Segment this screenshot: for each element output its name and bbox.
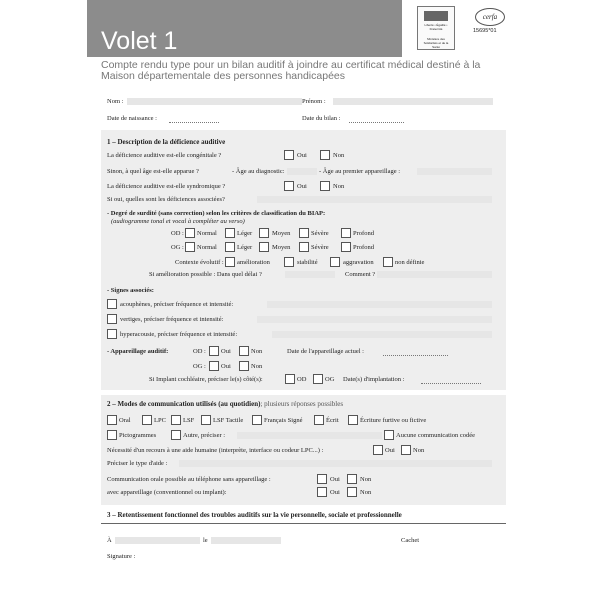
type-aide-label: Préciser le type d'aide : (107, 460, 168, 467)
app-od-oui-checkbox[interactable] (209, 346, 219, 356)
necessite-non-checkbox[interactable] (401, 445, 411, 455)
od-severe-checkbox[interactable] (299, 228, 309, 238)
prenom-label: Prénom : (302, 98, 326, 105)
od-normal-checkbox[interactable] (185, 228, 195, 238)
og-severe-checkbox[interactable] (299, 242, 309, 252)
mode-label: Français Signé (264, 417, 303, 424)
implant-od-checkbox[interactable] (285, 374, 295, 384)
comment-label: Comment ? (345, 271, 376, 278)
mode-label: Écriture furtive ou fictive (360, 417, 427, 424)
implant-og-label: OG (325, 376, 335, 383)
oui-label: Oui (330, 489, 340, 496)
level-label: Moyen (272, 244, 291, 251)
a-label: À (107, 537, 112, 544)
oui-label: Oui (330, 476, 340, 483)
implant-og-checkbox[interactable] (313, 374, 323, 384)
nom-label: Nom : (107, 98, 124, 105)
date-app-input[interactable] (383, 354, 448, 356)
mode-label: Pictogrammes (119, 432, 157, 439)
page-subtitle: Compte rendu type pour un bilan auditif à joindre au certificat médical destiné à la Maison départementale des personnes handicapées (101, 59, 481, 82)
syndromique-oui-checkbox[interactable] (284, 181, 294, 191)
type-aide-input[interactable] (179, 460, 492, 467)
associees-input[interactable] (257, 196, 492, 203)
hyperacousie-input[interactable] (272, 331, 492, 338)
section-2-title-text: 2 – Modes de communication utilisés (au quotidien) (107, 400, 261, 408)
app-od-non-checkbox[interactable] (239, 346, 249, 356)
date-bilan-label: Date du bilan : (302, 115, 341, 122)
lieu-input[interactable] (115, 537, 200, 544)
prenom-input[interactable] (333, 98, 493, 105)
oui-label: Oui (297, 183, 307, 190)
marianne-icon (424, 11, 448, 21)
level-label: Sévère (311, 244, 329, 251)
delai-input[interactable] (285, 271, 335, 278)
mode-label: LSF (183, 417, 195, 424)
signes-label: - Signes associés: (107, 287, 154, 294)
signature-label: Signature : (107, 553, 136, 560)
mode-label: LSF Tactile (213, 417, 244, 424)
tel-sans-non-checkbox[interactable] (347, 474, 357, 484)
mode-pictogrammes-checkbox[interactable] (107, 430, 117, 440)
od-label: OD : (171, 230, 184, 237)
hyperacousie-checkbox[interactable] (107, 329, 117, 339)
amelioration-checkbox[interactable] (225, 257, 235, 267)
mode-lpc-checkbox[interactable] (142, 415, 152, 425)
level-label: Normal (197, 230, 217, 237)
autre-input[interactable] (237, 432, 382, 439)
non-label: Non (360, 476, 372, 483)
mode-label: Autre, préciser : (183, 432, 226, 439)
mode-label: LPC (154, 417, 166, 424)
tel-sans-label: Communication orale possible au téléphone sans appareillage : (107, 476, 271, 483)
date-implant-input[interactable] (421, 382, 481, 384)
level-label: Sévère (311, 230, 329, 237)
logo-ministry: Ministère des Solidarités et de la Santé (423, 37, 449, 49)
mode-label: Oral (119, 417, 131, 424)
logo-motto: Liberté • Égalité • Fraternité (424, 23, 448, 31)
evol-label: stabilité (297, 259, 318, 266)
od-profond-checkbox[interactable] (341, 228, 351, 238)
associees-label: Si oui, quelles sont les déficiences associées? (107, 196, 225, 203)
form-page (87, 0, 512, 600)
appareillage-label: - Appareillage auditif: (107, 348, 169, 355)
section-1-title: 1 – Description de la déficience auditive (107, 138, 226, 146)
level-label: Normal (197, 244, 217, 251)
page-title: Volet 1 (101, 27, 178, 55)
section-2-title (107, 400, 343, 408)
cachet-label: Cachet (401, 537, 420, 544)
header-bar (87, 0, 402, 57)
republique-logo (417, 6, 455, 50)
og-profond-checkbox[interactable] (341, 242, 351, 252)
implant-od-label: OD (297, 376, 307, 383)
acouphenes-checkbox[interactable] (107, 299, 117, 309)
og-normal-checkbox[interactable] (185, 242, 195, 252)
si-amelioration-label: Si amélioration possible : Dans quel délai ? (149, 271, 262, 278)
naissance-input[interactable] (169, 121, 219, 123)
level-label: Profond (353, 230, 374, 237)
necessite-oui-checkbox[interactable] (373, 445, 383, 455)
mode-oral-checkbox[interactable] (107, 415, 117, 425)
age-diagnostic-input[interactable] (287, 168, 317, 175)
og-label: OG : (193, 363, 206, 370)
app-og-non-checkbox[interactable] (239, 361, 249, 371)
mode-francais-signe-checkbox[interactable] (252, 415, 262, 425)
og-leger-checkbox[interactable] (225, 242, 235, 252)
date-signature-input[interactable] (211, 537, 281, 544)
non-definie-checkbox[interactable] (383, 257, 393, 267)
level-label: Profond (353, 244, 374, 251)
non-label: Non (333, 152, 345, 159)
evol-label: aggravation (343, 259, 374, 266)
od-label: OD : (193, 348, 206, 355)
app-og-oui-checkbox[interactable] (209, 361, 219, 371)
vertiges-label: vertiges, préciser fréquence et intensité: (120, 316, 224, 323)
congenitale-non-checkbox[interactable] (320, 150, 330, 160)
non-label: Non (413, 447, 425, 454)
date-app-label: Date de l'appareillage actuel : (287, 348, 364, 355)
section-2-note: ; plusieurs réponses possibles (260, 400, 344, 408)
level-label: Léger (237, 244, 253, 251)
naissance-label: Date de naissance : (107, 115, 157, 122)
aucune-communication-checkbox[interactable] (384, 430, 394, 440)
tel-avec-oui-checkbox[interactable] (317, 487, 327, 497)
congenitale-label: La déficience auditive est-elle congénitale ? (107, 152, 222, 159)
evol-label: non définie (395, 259, 425, 266)
tel-avec-label: avec appareillage (conventionnel ou implant): (107, 489, 227, 496)
od-leger-checkbox[interactable] (225, 228, 235, 238)
og-label: OG : (171, 244, 184, 251)
comment-input[interactable] (377, 271, 492, 278)
acouphenes-label: acouphènes, préciser fréquence et intensité: (120, 301, 234, 308)
age-appareillage-label: - Âge au premier appareillage : (319, 168, 401, 175)
mode-label: Aucune communication codée (396, 432, 476, 439)
mode-autre-checkbox[interactable] (171, 430, 181, 440)
age-diagnostic-label: - Âge au diagnostic: (232, 168, 285, 175)
section-3-title: 3 – Retentissement fonctionnel des troubles auditifs sur la vie personnelle, sociale et professionnelle (107, 511, 402, 519)
date-bilan-input[interactable] (349, 121, 404, 123)
og-moyen-checkbox[interactable] (259, 242, 269, 252)
nom-input[interactable] (127, 98, 302, 105)
acouphenes-input[interactable] (267, 301, 492, 308)
age-appareillage-input[interactable] (417, 168, 492, 175)
non-label: Non (360, 489, 372, 496)
mode-label: Écrit (326, 417, 339, 424)
congenitale-oui-checkbox[interactable] (284, 150, 294, 160)
tel-avec-non-checkbox[interactable] (347, 487, 357, 497)
mode-ecriture-furtive-checkbox[interactable] (348, 415, 358, 425)
od-moyen-checkbox[interactable] (259, 228, 269, 238)
non-label: Non (251, 348, 263, 355)
vertiges-checkbox[interactable] (107, 314, 117, 324)
non-label: Non (251, 363, 263, 370)
aggravation-checkbox[interactable] (330, 257, 340, 267)
mode-lsf-checkbox[interactable] (171, 415, 181, 425)
contexte-label: Contexte évolutif : (175, 259, 224, 266)
syndromique-non-checkbox[interactable] (320, 181, 330, 191)
cerfa-logo: cerfa (475, 8, 505, 26)
oui-label: Oui (221, 348, 231, 355)
evol-label: amélioration (237, 259, 270, 266)
le-label: le (203, 537, 208, 544)
oui-label: Oui (221, 363, 231, 370)
mode-lsf-tactile-checkbox[interactable] (201, 415, 211, 425)
cerfa-number: 15695*01 (473, 28, 497, 34)
oui-label: Oui (385, 447, 395, 454)
level-label: Moyen (272, 230, 291, 237)
degre-label: - Degré de surdité (sans correction) selon les critères de classification du BIAP: (107, 210, 326, 217)
vertiges-input[interactable] (257, 316, 492, 323)
syndromique-label: La déficience auditive est-elle syndromique ? (107, 183, 226, 190)
stabilite-checkbox[interactable] (284, 257, 294, 267)
degre-note: (audiogramme tonal et vocal à compléter au verso) (111, 218, 245, 225)
implant-label: Si Implant cochléaire, préciser le(s) côté(s): (149, 376, 263, 383)
tel-sans-oui-checkbox[interactable] (317, 474, 327, 484)
hyperacousie-label: hyperacousie, préciser fréquence et intensité: (120, 331, 238, 338)
level-label: Léger (237, 230, 253, 237)
date-implant-label: Date(s) d'implantation : (343, 376, 405, 383)
necessite-label: Nécessité d'un recours à une aide humaine (interprète, interface ou codeur LPC...) : (107, 447, 324, 454)
non-label: Non (333, 183, 345, 190)
age-apparue-label: Sinon, à quel âge est-elle apparue ? (107, 168, 199, 175)
oui-label: Oui (297, 152, 307, 159)
section-3-divider (101, 523, 506, 524)
mode-ecrit-checkbox[interactable] (314, 415, 324, 425)
